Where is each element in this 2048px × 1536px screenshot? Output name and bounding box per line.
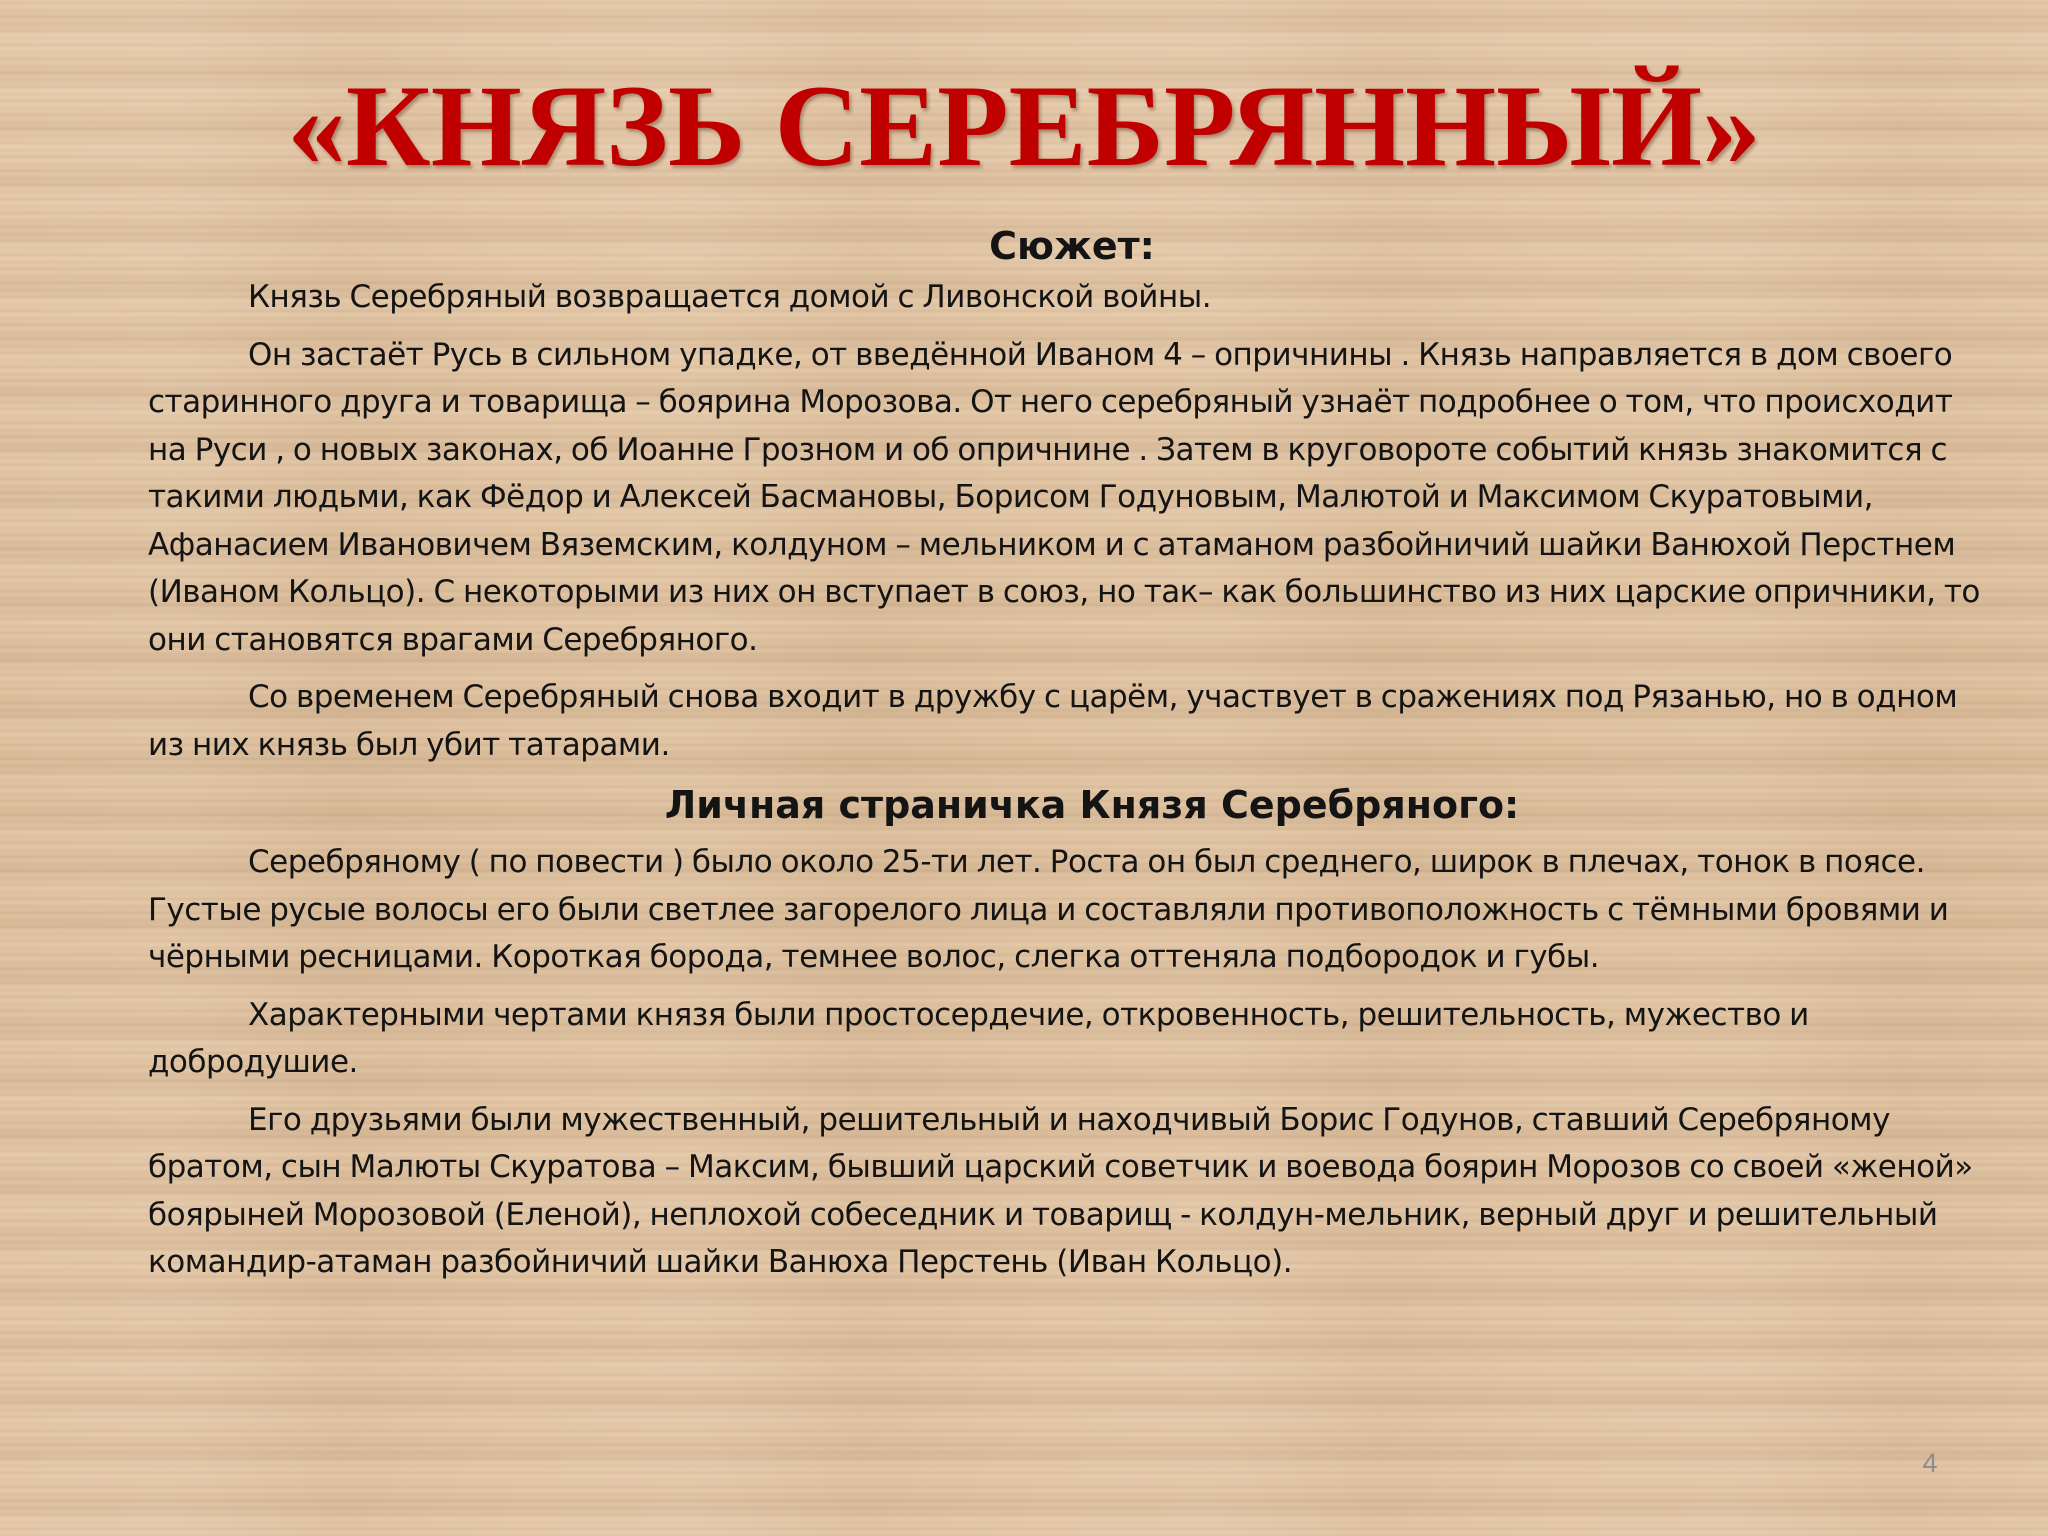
- profile-paragraph-3: Его друзьями были мужественный, решительный и находчивый Борис Годунов, ставший Серебряному братом, сын Малюты Скуратова – Максим, бывший царский советчик и воевода боярин Морозов со своей «женой» боярыней Морозовой (Еленой), неплохой собеседник и товарищ - колдун-мельник, верный друг и решительный командир-атаман разбойничий шайки Ванюха Перстень (Иван Кольцо).: [148, 1101, 1973, 1280]
- profile-paragraph-2: Характерными чертами князя были простосердечие, откровенность, решительность, мужество и добродушие.: [148, 996, 1809, 1080]
- plot-paragraph-1: Князь Серебряный возвращается домой с Ливонской войны.: [248, 279, 1212, 315]
- plot-paragraph-2: Он застаёт Русь в сильном упадке, от введённой Иваном 4 – опричнины . Князь направляется в дом своего старинного друга и товарища – боярина Морозова. От него серебряный узнаёт подробнее о том, что происходит на Руси , о новых законах, об Иоанне Грозном и об опричнине . Затем в круговороте событий князь знакомится с такими людьми, как Фёдор и Алексей Басмановы, Борисом Годуновым, Малютой и Максимом Скуратовыми, Афанасием Ивановичем Вяземским, колдуном – мельником и с атаманом разбойничий шайки Ванюхой Перстнем (Иваном Кольцо). С некоторыми из них он вступает в союз, но так– как большинство из них царские опричники, то они становятся врагами Серебряного.: [148, 336, 1980, 658]
- page-number: 4: [1922, 1448, 1938, 1478]
- plot-heading: Сюжет:: [989, 224, 1155, 268]
- plot-paragraph-3: Со временем Серебряный снова входит в дружбу с царём, участвует в сражениях под Рязанью, но в одном из них князь был убит татарами.: [148, 679, 1958, 763]
- profile-paragraph-1: Серебряному ( по повести ) было около 25-ти лет. Роста он был среднего, широк в плечах, тонок в поясе. Густые русые волосы его были светлее загорелого лица и составляли противоположность с тёмными бровями и чёрными ресницами. Короткая борода, темнее волос, слегка оттеняла подбородок и губы.: [148, 844, 1949, 975]
- slide-title: «КНЯЗЬ СЕРЕБРЯННЫЙ»: [287, 62, 1761, 191]
- profile-heading: Личная страничка Князя Серебряного:: [664, 783, 1520, 827]
- slide-body: [148, 220, 1996, 1297]
